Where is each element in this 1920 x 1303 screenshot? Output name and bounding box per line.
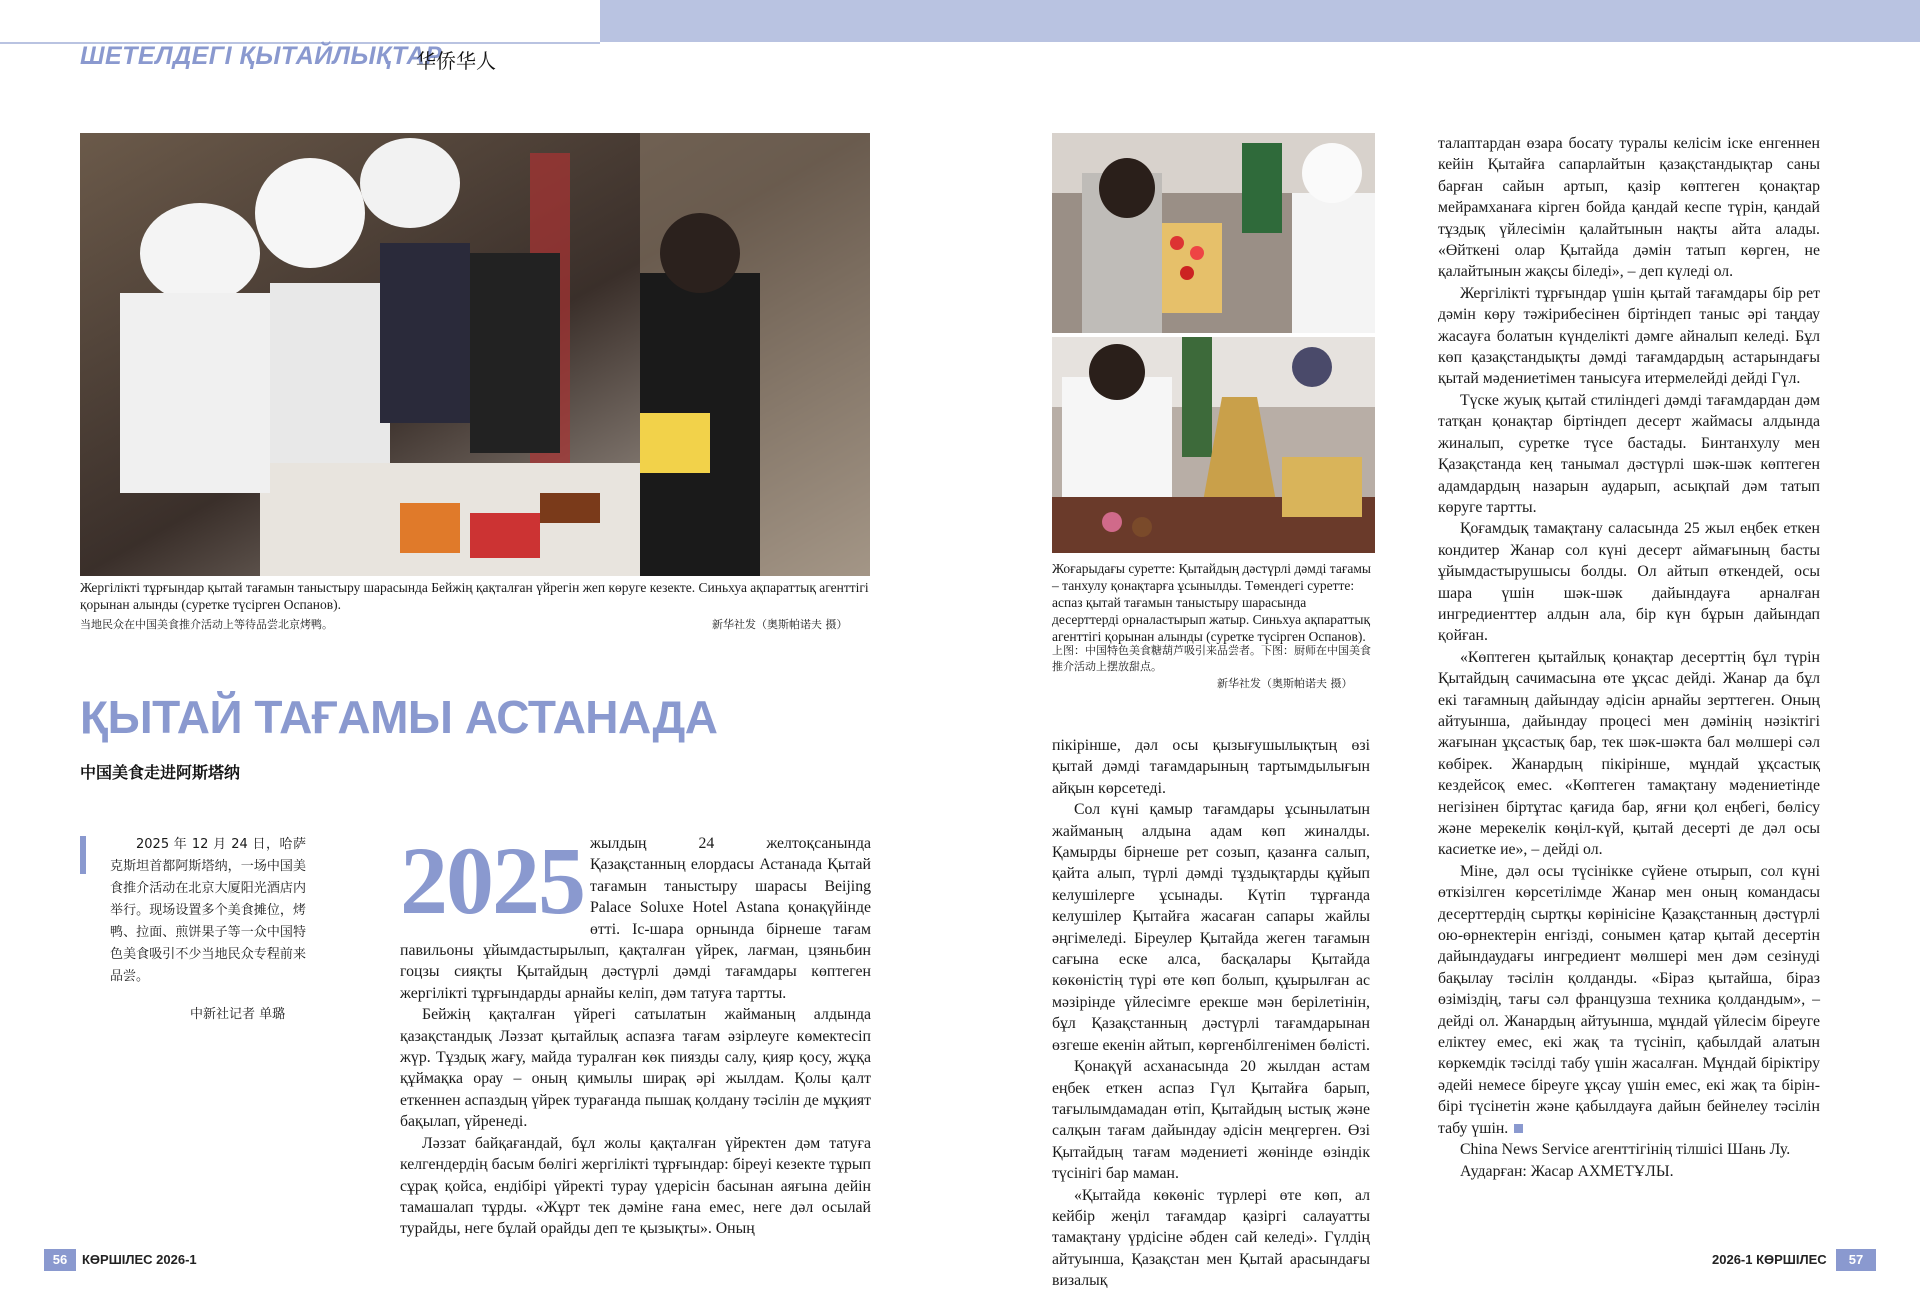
- dropcap-year: 2025: [400, 827, 584, 934]
- header-decorative-band: [600, 0, 1920, 42]
- section-title: ШЕТЕЛДЕГІ ҚЫТАЙЛЫҚТАР: [80, 42, 443, 70]
- chef-arranging-desserts-photo: [1052, 337, 1375, 553]
- visitor-tasting-fruit-skewers-photo: [1052, 133, 1375, 333]
- body-paragraph: Бейжің қақталған үйрегі сатылатын жайманың алдында қазақстандық Ләззат қытайлық аспазға тағам әзірлеуге көмектесіп жүр. Тұздық жағу, майда туралған көк пиязды салу, қияр қосу, жұқа құймақка орау – оның қимылы ширақ әрі жылдам. Қолы қалт еткеннен аспаздың үйрек турағанда пышақ қолдану тәсілін де мұқият бақылап, үйренеді.: [400, 1006, 871, 1131]
- body-paragraph: Қонақүй асханасында 20 жылдан астам еңбек еткен аспаз Гүл Қытайға барып, тағылымдамадан өтіп, Қытайдың ыстық және салқын тағам дайындау әдісін меңгерген. Өзі Қытайдың тағам мәдениеті жөнінде өзіндік түсінігі бар маман.: [1052, 1058, 1370, 1183]
- lead-accent-bar: [80, 836, 86, 874]
- translator-credit: Аударған: Жасар АХМЕТҰЛЫ.: [1460, 1162, 1674, 1180]
- end-of-article-marker: [1514, 1124, 1523, 1133]
- body-paragraph-final: [1438, 861, 1820, 1139]
- body-paragraph: «Қытайда көкөніс түрлері өте көп, ал кейбір жеңіл тағамдар қазіргі салауатты тамақтану үрдісіне әбден сай келеді». Гүлдің айтуынша, Қазақстан мен Қытай арасындағы визалық: [1052, 1186, 1370, 1290]
- main-photo-caption-cn: 当地民众在中国美食推介活动上等待品尝北京烤鸭。: [80, 618, 333, 631]
- main-photo-caption: Жергілікті тұрғындар қытай тағамын таныстыру шарасында Бейжің қақталған үйрегін жеп көруге кезекте. Синьхуа ақпараттық агенттігі қорынан алынды (суретке түсірген Оспанов).: [80, 580, 869, 612]
- side-photos-caption: Жоғарыдағы суретте: Қытайдың дәстүрлі дәмді тағамы – танхулу қонақтарға ұсынылды. Төмендегі суретте: аспаз қытай тағамын таныстыру шарасында десерттерді орналастырып жатыр. Синьхуа ақпараттық агенттігі қорынан алынды (суретке түсірген Оспанов).: [1052, 561, 1372, 644]
- article-subtitle-cn: 中国美食走进阿斯塔纳: [80, 763, 241, 782]
- author-credit: China News Service агенттігінің тілшісі Шань Лу.: [1460, 1141, 1791, 1159]
- article-title: ҚЫТАЙ ТАҒАМЫ АСТАНАДА: [80, 691, 718, 743]
- body-column-1: [400, 827, 871, 1240]
- body-paragraph: жылдың 24 желтоқсанында Қазақстанның елордасы Астанада Қытай тағамын таныстыру шарасы Beijing Palace Soluxe Hotel Astana қонақүйінде өтті. Іс-шара орнында бірнеше тағам павильоны ұйымдастырылып, қақталған үйрек, лағман, цзяньбин гоцзы сияқты Қытайдың дәстүрлі дәмді тағамдары көптеген жергілікті тұрғындарды арнайы келіп, дәм татуға тартты.: [400, 835, 871, 1002]
- body-paragraph: Ләззат байқағандай, бұл жолы қақталған үйректен дәм татуға келгендердің басым бөлігі жергілікті тұрғындар: біреуі кезекте тұрып сұрақ қойса, ендібірі үйректі турау үдерісін басынан аяғына дейін тамашалап тұрды. «Жұрт тек дәміне ғана емес, неге дәл осылай турайды, неге бұлай орайды деп те қызықты». Оның: [400, 1134, 871, 1238]
- footer-right-label: 2026-1 КӨРШІЛЕС: [1712, 1252, 1827, 1267]
- body-paragraph: Жергілікті тұрғындар үшін қытай тағамдары бір рет дәмін көру тәжірибесінен біртіндеп таныс әрі таңдау жасауға болатын күнделікті дәмге айналып келеді. Бұл көп қазақстандықты дәмді тағамдардың астарындағы қытай мәдениетімен танысуға итермелейді дейді Гүл.: [1438, 284, 1820, 388]
- body-paragraph: Сол күні қамыр тағамдары ұсынылатын жайманың алдына адам көп жиналды. Қамырды бірнеше рет созып, қазанға салып, қайта алып, түрлі дәмді тұздықтарды құйып келушілерге ұсынады. Күтіп тұрғанда келушілер Қытайға жасаған сапары жайлы әңгімеледі. Біреулер Қытайда жеген тағамын сағына еске алса, басқалары Қытайда көкөністің түрі өте көп болып, құырылған ас мәзірінде үйлесімге ерекше мән берілетінін, бұл Қазақстанның дәстүрлі тағамдарынан өзгеше екенін айтып, көргенбілгенімен бөлісті.: [1052, 801, 1370, 1054]
- side-photos-caption-cn: 上图：中国特色美食糖葫芦吸引来品尝者。下图：厨师在中国美食推介活动上摆放甜点。: [1052, 644, 1371, 673]
- lead-paragraph-cn: 2025 年 12 月 24 日，哈萨克斯坦首都阿斯塔纳，一场中国美食推介活动在北京大厦阳光酒店内举行。现场设置多个美食摊位，烤鸭、拉面、煎饼果子等一众中国特色美食吸引不少当地民众专程前来品尝。: [110, 837, 306, 984]
- section-title-cn: 华侨华人: [416, 49, 496, 73]
- side-photos-credit: 新华社发（奥斯帕诺夫 摄）: [1217, 677, 1353, 690]
- page-number-left: 56: [44, 1249, 76, 1271]
- body-paragraph: «Көптеген қытайлық қонақтар десерттің бұл түрін Қытайдың сачимасына өте ұқсас дейді. Жанар да бұл екі тағамның дайындау әдісін арнайы зерттеген. Оның айтуынша, дайындау процесі мен дәмінің нәзіктігі жағынан ұқсастық бар, тек шәк-шәкта бал мөлшері сәл көбірек. Жанардың пікірінше, мұндай ұқсастық кездейсоқ емес. «Көптеген тамақтану мәдениетінде негізінен біртұтас қағида бар, яғни қол еңбегі, бөлісу және мерекелік көңіл-күй, қытай десерті де дәл осы касиетке ие», – дейді ол.: [1438, 648, 1820, 859]
- body-column-2: [1052, 735, 1370, 1292]
- lead-author: 中新社记者 单璐: [190, 1007, 286, 1022]
- chefs-serving-peking-duck-photo: [80, 133, 870, 576]
- body-paragraph: пікірінше, дәл осы қызығушылықтың өзі қытай дәмді тағамдарының тартымдылығын айқын көрсетеді.: [1052, 737, 1370, 797]
- final-paragraph-text: Міне, дәл осы түсінікке сүйене отырып, сол күні өткізілген көрсетілімде Жанар мен оның командасы десерттердің сыртқы көрінісіне Қазақстанның дәстүрлі ою-өрнектерін енгізді, сонымен қатар қытай десертін дайындаудағы ингредиент мөлшері мен дәм сезінуді бақылау тәсілін қолданды. «Біраз қытайша, біраз өзіміздің, тағы сәл французша техника қолдандым», – дейді ол. Жанардың айтуынша, мұндай үйлесім біреуге еліктеу емес, екі жақ та түсініп, қабылдай алатын көркемдік тәсілді табу үшін жасалған. Мұндай біріктіру әдейі немесе біреуге ұқсау үшін емес, екі жақ та бірін-бірі түсінетін және қабылдауға дайын бейнелеу тәсілін табу үшін.: [1438, 862, 1820, 1137]
- footer-left-label: КӨРШІЛЕС 2026-1: [82, 1252, 197, 1267]
- body-paragraph: талаптардан өзара босату туралы келісім іске енгеннен кейін Қытайға сапарлайтын қазақстандықтар саны барған сайын артып, қазір көптеген қонақтар мейрамханаға кірген бойда қандай кеспе түрін, қандай тұздық үйлесімін қалайтынын нақты айта алады. «Өйткені олар Қытайда дәмін татып көрген, не қалайтынын жақсы біледі», – деп күледі ол.: [1438, 135, 1820, 281]
- body-paragraph: Түске жуық қытай стиліндегі дәмді тағамдардан дәм татқан қонақтар біртіндеп десерт жаймасы алдында жиналып, суретке түсе бастады. Бинтанхулу мен Қазақстанда кең танымал дәстүрлі шәк-шәк көптеген адамдардың назарын аударып, асықпай дәм татып көруге тартты.: [1438, 391, 1820, 516]
- body-column-3: [1438, 133, 1820, 1182]
- body-paragraph: Қоғамдық тамақтану саласында 25 жыл еңбек еткен кондитер Жанар сол күні десерт аймағының басты ұйымдастырушысы болды. Ол айтып өткендей, осы шара үшін шәк-шәк дайындауға арналған ингредиенттер алдын ала, бір күн бұрын дайындап қойған.: [1438, 520, 1820, 645]
- page-number-right: 57: [1836, 1249, 1876, 1271]
- main-photo-credit: 新华社发（奥斯帕诺夫 摄）: [712, 618, 848, 631]
